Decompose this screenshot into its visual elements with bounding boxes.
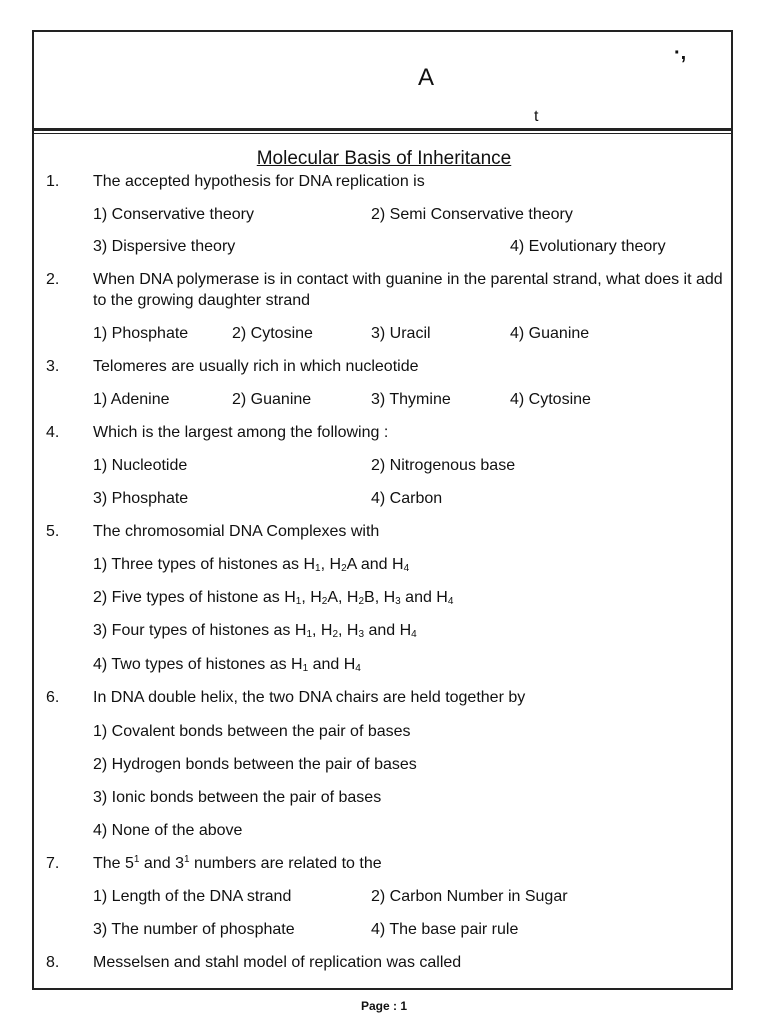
option: 4) None of the above [93,822,243,839]
option: 4) Evolutionary theory [510,238,666,255]
question-text [93,853,382,874]
option: 3) Thymine [371,391,451,408]
question-number: 2. [46,271,60,288]
header-rule-thin [34,133,731,134]
option: 2) Semi Conservative theory [371,206,573,223]
option: 2) Five types of histone as $H_1$, $H_2A$, $H_2B$, $H_3$ and $H_4$ [93,589,454,607]
option: 2) Guanine [232,391,312,408]
option: 2) Cytosine [232,325,313,342]
question-number: 8. [46,954,60,971]
option: 4) The base pair rule [371,921,519,938]
question-text: Messelsen and stahl model of replication was called [93,954,462,971]
question-text: In DNA double helix, the two DNA chairs are held together by [93,689,526,706]
option: 1) Adenine [93,391,170,408]
question-number: 6. [46,689,60,706]
header-letter: A [418,64,435,91]
question-text: Telomeres are usually rich in which nucleotide [93,358,419,375]
option: 1) Conservative theory [93,206,254,223]
header-sub-letter: t [534,108,539,125]
question-text-part: The 5 [93,855,134,872]
option: 1) Nucleotide [93,457,188,474]
option: 3) Ionic bonds between the pair of bases [93,789,382,806]
question-number: 4. [46,424,60,441]
option: 4) Two types of histones as $H_1$ and $H_4$ [93,656,361,674]
option: 2) Nitrogenous base [371,457,516,474]
option: 3) Phosphate [93,490,189,507]
option: 1) Phosphate [93,325,189,342]
option: 2) Carbon Number in Sugar [371,888,568,905]
question-text: The accepted hypothesis for DNA replication is [93,173,425,190]
option: 4) Cytosine [510,391,591,408]
option: 4) Carbon [371,490,443,507]
question-text: When DNA polymerase is in contact with guanine in the parental strand, what does it add to the growing daughter strand [93,271,723,309]
option: 3) The number of phosphate [93,921,295,938]
superscript: 1 [183,854,190,865]
header-mark: ·, [674,42,687,64]
question-number: 3. [46,358,60,375]
option: 3) Dispersive theory [93,238,236,255]
option: 3) Four types of histones as $H_1$, $H_2$, $H_3$ and $H_4$ [93,622,417,640]
option: 1) Covalent bonds between the pair of bases [93,723,411,740]
question-text: Which is the largest among the following : [93,424,389,441]
question-number: 7. [46,855,60,872]
option: 2) Hydrogen bonds between the pair of bases [93,756,417,773]
superscript: 1 [133,854,140,865]
question-text-part: numbers are related to the [189,855,382,872]
question-text-part: and 3 [139,855,184,872]
option: 3) Uracil [371,325,431,342]
option: 1) Length of the DNA strand [93,888,292,905]
page-number: Page : 1 [360,999,408,1013]
header-rule-thick [34,128,731,131]
question-text: The chromosomial DNA Complexes with [93,523,380,540]
page-title: Molecular Basis of Inheritance [256,148,512,169]
option: 1) Three types of histones as $H_1$, $H_2A$ and $H_4$ [93,556,410,574]
question-number: 5. [46,523,60,540]
option: 4) Guanine [510,325,590,342]
question-number: 1. [46,173,60,190]
